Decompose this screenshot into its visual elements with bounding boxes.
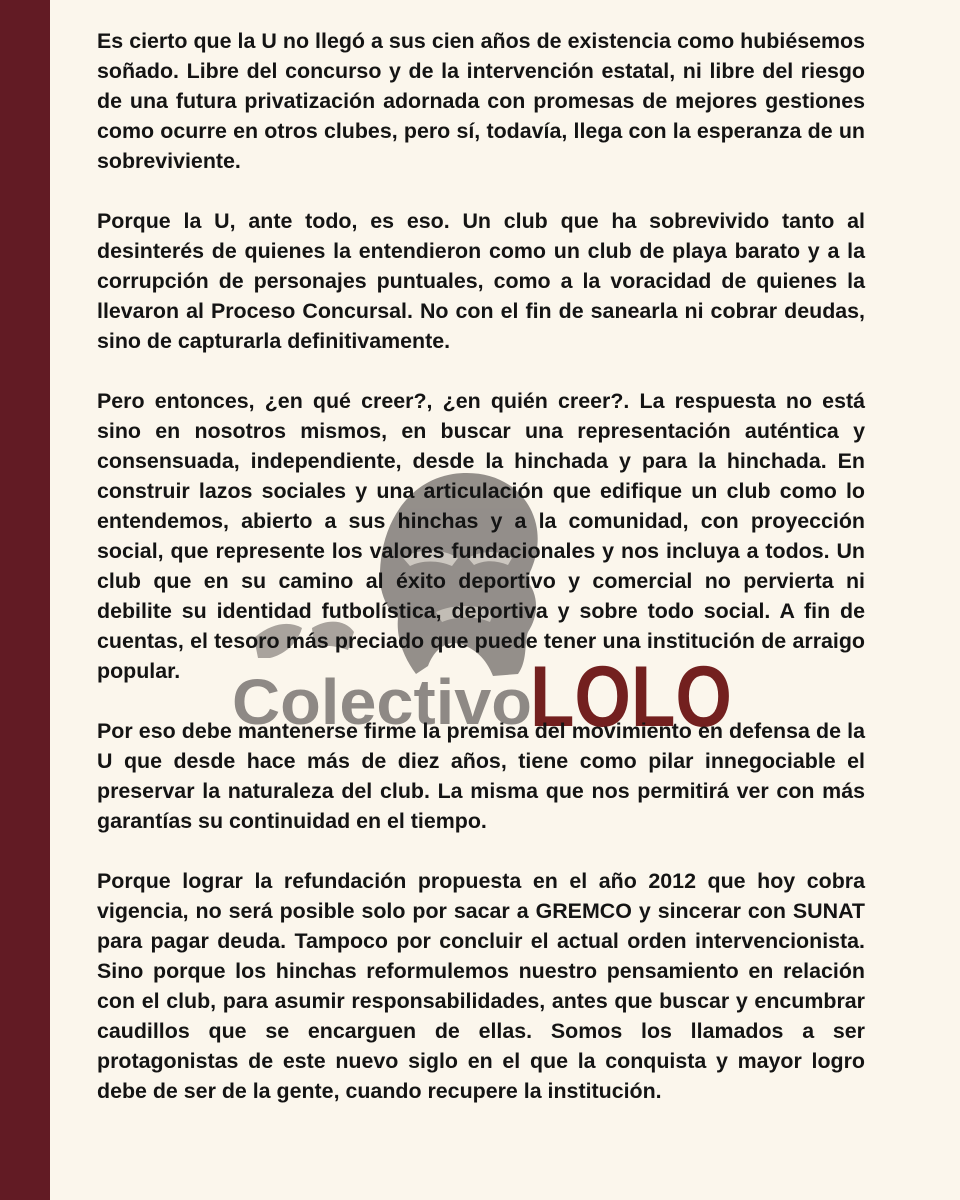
left-accent-bar — [0, 0, 50, 1200]
article-body — [97, 26, 865, 1136]
paragraph-3: Pero entonces, ¿en qué creer?, ¿en quién creer?. La respuesta no está sino en nosotros mismos, en buscar una representación auténtica y consensuada, independiente, desde la hinchada y para la hinchada. En construir lazos sociales y una articulación que edifique un club como lo entendemos, abierto a sus hinchas y a la comunidad, con proyección social, que represente los valores fundacionales y nos incluya a todos. Un club que en su camino al éxito deportivo y comercial no pervierta ni debilite su identidad futbolística, deportiva y sobre todo social. A fin de cuentas, el tesoro más preciado que puede tener una institución de arraigo popular. — [97, 389, 865, 683]
watermark-word-lolo: LOLO — [530, 649, 732, 734]
paragraph-2: Porque la U, ante todo, es eso. Un club que ha sobrevivido tanto al desinterés de quienes la entendieron como un club de playa barato y a la corrupción de personajes puntuales, como a la voracidad de quienes la llevaron al Proceso Concursal. No con el fin de sanearla ni cobrar deudas, sino de capturarla definitivamente. — [97, 209, 865, 353]
paragraph-5: Porque lograr la refundación propuesta en el año 2012 que hoy cobra vigencia, no será posible solo por sacar a GREMCO y sincerar con SUNAT para pagar deuda. Tampoco por concluir el actual orden intervencionista. Sino porque los hinchas reformulemos nuestro pensamiento en relación con el club, para asumir responsabilidades, antes que buscar y encumbrar caudillos que se encarguen de ellas. Somos los llamados a ser protagonistas de este nuevo siglo en el que la conquista y mayor logro debe de ser de la gente, cuando recupere la institución. — [97, 869, 865, 1103]
paragraph-1: Es cierto que la U no llegó a sus cien años de existencia como hubiésemos soñado. Libre del concurso y de la intervención estatal, ni libre del riesgo de una futura privatización adornada con promesas de mejores gestiones como ocurre en otros clubes, pero sí, todavía, llega con la esperanza de un sobreviviente. — [97, 29, 865, 173]
paragraph-4: Por eso debe mantenerse firme la premisa del movimiento en defensa de la U que desde hace más de diez años, tiene como pilar innegociable el preservar la naturaleza del club. La misma que nos permitirá ver con más garantías su continuidad en el tiempo. — [97, 719, 865, 833]
watermark-word-colectivo: Colectivo — [232, 666, 532, 734]
